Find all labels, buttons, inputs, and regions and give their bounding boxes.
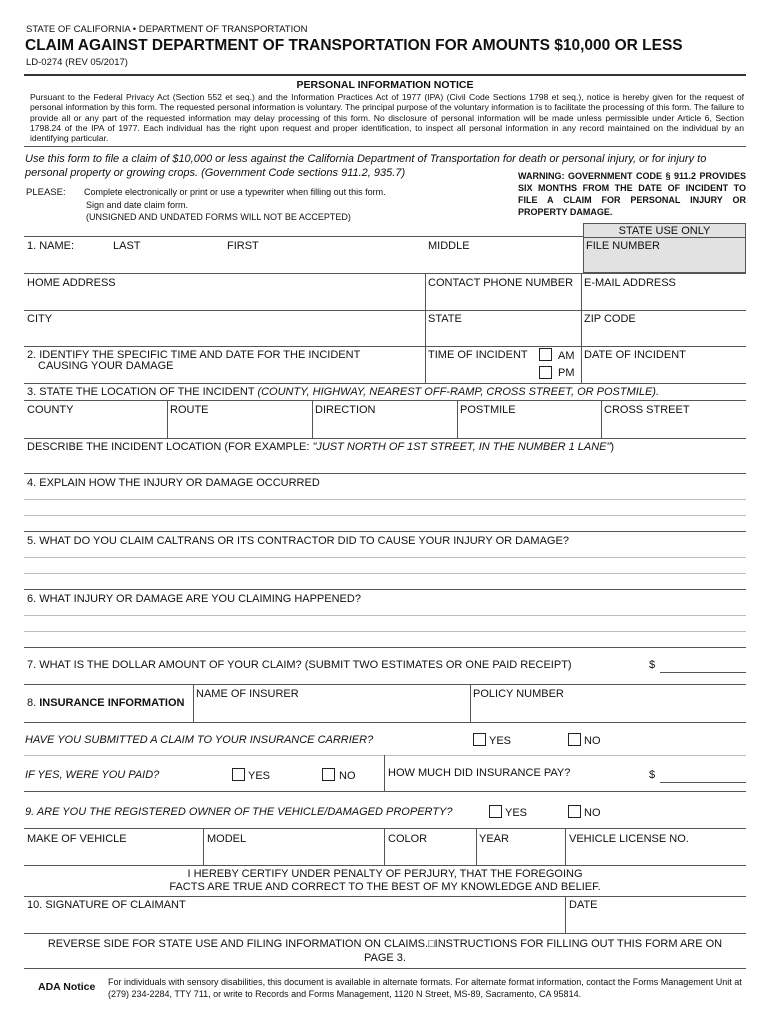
- postmile-label: POSTMILE: [460, 404, 516, 416]
- postmile-field[interactable]: [460, 420, 598, 433]
- license-label: VEHICLE LICENSE NO.: [569, 833, 689, 845]
- owner-yes-checkbox[interactable]: [489, 805, 502, 818]
- q9-label: 9. ARE YOU THE REGISTERED OWNER OF THE VEHICLE/DAMAGED PROPERTY?: [25, 806, 453, 818]
- model-field[interactable]: [207, 848, 380, 861]
- file-number-label: FILE NUMBER: [586, 240, 660, 252]
- q5-label: 5. WHAT DO YOU CLAIM CALTRANS OR ITS CONTRACTOR DID TO CAUSE YOUR INJURY OR DAMAGE?: [27, 535, 569, 547]
- paid-no-checkbox[interactable]: [322, 768, 335, 781]
- pm-label: PM: [558, 367, 575, 379]
- state-field[interactable]: [428, 328, 578, 341]
- submitted-yes-checkbox[interactable]: [473, 733, 486, 746]
- claim-amount-field[interactable]: [662, 658, 744, 671]
- direction-label: DIRECTION: [315, 404, 376, 416]
- state-label: STATE: [428, 313, 462, 325]
- agency-line: STATE OF CALIFORNIA • DEPARTMENT OF TRANSPORTATION: [26, 24, 308, 35]
- certify-line-1: I HEREBY CERTIFY UNDER PENALTY OF PERJURY, THAT THE FOREGOING: [187, 868, 583, 880]
- submitted-no-checkbox[interactable]: [568, 733, 581, 746]
- state-use-title: STATE USE ONLY: [618, 225, 711, 237]
- q6-label: 6. WHAT INJURY OR DAMAGE ARE YOU CLAIMING HAPPENED?: [27, 593, 361, 605]
- zip-label: ZIP CODE: [584, 313, 636, 325]
- reverse-side-line-2: PAGE 3.: [364, 952, 406, 964]
- please-line-2: Sign and date claim form.: [86, 200, 189, 210]
- ada-notice-label: ADA Notice: [38, 981, 96, 993]
- name-field[interactable]: [27, 254, 577, 267]
- reverse-side-line-1: REVERSE SIDE FOR STATE USE AND FILING INFORMATION ON CLAIMS.□INSTRUCTIONS FOR FILLING OUT THIS FORM ARE ON: [47, 938, 723, 950]
- direction-field[interactable]: [315, 420, 453, 433]
- pm-checkbox[interactable]: [539, 366, 552, 379]
- q2-label-line-1: 2. IDENTIFY THE SPECIFIC TIME AND DATE FOR THE INCIDENT: [27, 349, 361, 361]
- signature-date-field[interactable]: [569, 914, 744, 927]
- cross-street-field[interactable]: [604, 420, 744, 433]
- city-field[interactable]: [27, 328, 421, 341]
- county-field[interactable]: [27, 420, 163, 433]
- signature-label: 10. SIGNATURE OF CLAIMANT: [27, 899, 186, 911]
- signature-date-label: DATE: [569, 899, 598, 911]
- paid-yes-label: YES: [248, 770, 271, 782]
- intro-text: Use this form to file a claim of $10,000 or less against the California Department of Transportation for death or personal injury, or for injury to personal property or growing crops. (Government Code sections 911.2, 935.7): [25, 153, 707, 179]
- first-name-label: FIRST: [227, 240, 259, 252]
- submitted-yes-label: YES: [489, 735, 512, 747]
- policy-field[interactable]: [473, 704, 743, 717]
- make-field[interactable]: [27, 848, 199, 861]
- warning-text: WARNING: GOVERNMENT CODE § 911.2 PROVIDES SIX MONTHS FROM THE DATE OF INCIDENT TO FILE A CLAIM FOR PERSONAL INJURY OR PROPERTY DAMAGE.: [518, 171, 746, 217]
- phone-label: CONTACT PHONE NUMBER: [428, 277, 574, 289]
- paid-no-label: NO: [339, 770, 356, 782]
- color-label: COLOR: [388, 833, 428, 845]
- q4-field[interactable]: [27, 490, 742, 530]
- paid-yes-checkbox[interactable]: [232, 768, 245, 781]
- cross-street-label: CROSS STREET: [604, 404, 690, 416]
- q6-field[interactable]: [27, 606, 742, 646]
- certify-line-2: FACTS ARE TRUE AND CORRECT TO THE BEST OF MY KNOWLEDGE AND BELIEF.: [169, 881, 601, 893]
- q7-label: 7. WHAT IS THE DOLLAR AMOUNT OF YOUR CLAIM? (SUBMIT TWO ESTIMATES OR ONE PAID RECEIPT): [27, 659, 572, 671]
- county-label: COUNTY: [27, 404, 74, 416]
- route-label: ROUTE: [170, 404, 209, 416]
- signature-field[interactable]: [27, 914, 561, 927]
- q3-label: 3. STATE THE LOCATION OF THE INCIDENT (COUNTY, HIGHWAY, NEAREST OFF-RAMP, CROSS STREET, OR POSTMILE).: [27, 386, 660, 398]
- paid-dollar-sign: $: [649, 769, 656, 781]
- time-field[interactable]: [428, 366, 528, 379]
- owner-yes-label: YES: [505, 807, 528, 819]
- owner-no-checkbox[interactable]: [568, 805, 581, 818]
- phone-field[interactable]: [428, 292, 578, 305]
- email-label: E-MAIL ADDRESS: [584, 277, 676, 289]
- policy-label: POLICY NUMBER: [473, 688, 564, 700]
- color-field[interactable]: [388, 848, 473, 861]
- home-address-field[interactable]: [27, 292, 421, 305]
- please-line-3: (UNSIGNED AND UNDATED FORMS WILL NOT BE ACCEPTED): [86, 212, 351, 222]
- q2-label-line-2: CAUSING YOUR DAMAGE: [38, 360, 174, 372]
- how-much-label: HOW MUCH DID INSURANCE PAY?: [388, 767, 571, 779]
- describe-location-label: DESCRIBE THE INCIDENT LOCATION (FOR EXAMPLE: "JUST NORTH OF 1ST STREET, IN THE NUMBER 1 LANE"): [27, 441, 615, 453]
- date-label: DATE OF INCIDENT: [584, 349, 686, 361]
- ada-notice-text: For individuals with sensory disabilities, this document is available in alternate formats. For alternate format information, contact the Forms Management Unit at (279) 234-2284, TTY 711, or write to Records and Forms Management, 1120 N Street, MS-89, Sacramento, CA 95814.: [108, 977, 742, 999]
- please-line-1: Complete electronically or print or use a typewriter when filling out this form.: [84, 187, 386, 197]
- owner-no-label: NO: [584, 807, 601, 819]
- home-address-label: HOME ADDRESS: [27, 277, 116, 289]
- name-label: 1. NAME:: [27, 240, 75, 252]
- license-field[interactable]: [569, 848, 744, 861]
- insurance-paid-field[interactable]: [662, 768, 744, 781]
- email-field[interactable]: [584, 292, 744, 305]
- route-field[interactable]: [170, 420, 308, 433]
- form-id: LD-0274 (REV 05/2017): [26, 57, 128, 68]
- time-label: TIME OF INCIDENT: [428, 349, 528, 361]
- am-checkbox[interactable]: [539, 348, 552, 361]
- insurer-label: NAME OF INSURER: [196, 688, 299, 700]
- city-label: CITY: [27, 313, 53, 325]
- q4-label: 4. EXPLAIN HOW THE INJURY OR DAMAGE OCCURRED: [27, 477, 320, 489]
- last-name-label: LAST: [113, 240, 141, 252]
- q5-field[interactable]: [27, 548, 742, 588]
- submitted-no-label: NO: [584, 735, 601, 747]
- submitted-question: HAVE YOU SUBMITTED A CLAIM TO YOUR INSURANCE CARRIER?: [25, 734, 374, 746]
- notice-title: PERSONAL INFORMATION NOTICE: [296, 79, 474, 91]
- paid-question: IF YES, WERE YOU PAID?: [25, 769, 160, 781]
- q8-label: 8. INSURANCE INFORMATION: [27, 697, 185, 709]
- make-label: MAKE OF VEHICLE: [27, 833, 127, 845]
- am-label: AM: [558, 350, 575, 362]
- please-label: PLEASE:: [26, 187, 66, 198]
- describe-location-field[interactable]: [27, 456, 742, 469]
- date-field[interactable]: [584, 366, 744, 379]
- year-label: YEAR: [479, 833, 509, 845]
- middle-name-label: MIDDLE: [428, 240, 470, 252]
- insurer-field[interactable]: [196, 704, 466, 717]
- model-label: MODEL: [207, 833, 247, 845]
- zip-field[interactable]: [584, 328, 744, 341]
- notice-body: Pursuant to the Federal Privacy Act (Section 552 et seq.) and the Information Practices Act of 1977 (IPA) (Civil Code Sections 1798 et seq.), notice is hereby given for the request of personal information by this form. The requested personal information is voluntary. The principal purpose of the voluntary information is to facilitate the processing of this form. The failure to provide all or any part of the requested information may delay processing of this form. No disclosure of personal information will be made unless permissible under Article 6, Section 1798.24 of the IPA of 1977. Each individual has the right upon request and proper identification, to inspect all personal information in any record maintained on the individual by an identifying particular.: [30, 92, 744, 144]
- year-field[interactable]: [479, 848, 561, 861]
- q7-dollar-sign: $: [649, 659, 656, 671]
- form-title: CLAIM AGAINST DEPARTMENT OF TRANSPORTATION FOR AMOUNTS $10,000 OR LESS: [25, 37, 683, 54]
